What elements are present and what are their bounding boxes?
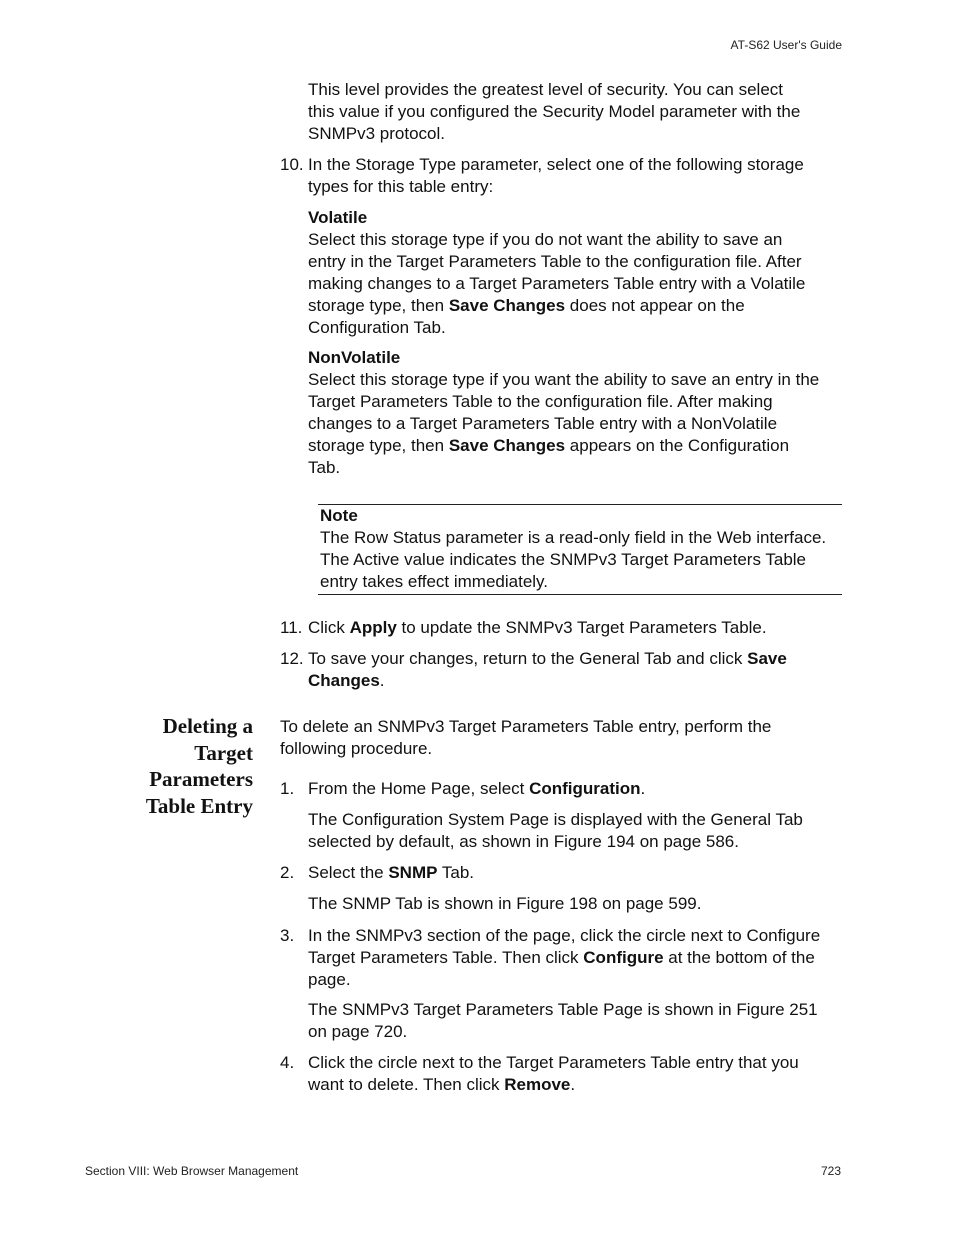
volatile-desc-a: Select this storage type if you do not want the ability to save an entry in the Target Parameters Table to the configuration file. After making changes to a Target Parameters Table entry with a Volatile storage type, then xyxy=(308,230,806,315)
del-step-1-number: 1. xyxy=(280,779,295,798)
step-12-b: . xyxy=(379,671,385,690)
intro-paragraph: This level provides the greatest level of security. You can select this value if you configured the Security Model parameter with the SNMPv3 protocol. xyxy=(308,80,801,143)
del-step-1-result: The Configuration System Page is displayed with the General Tab selected by default, as shown in Figure 194 on page 586. xyxy=(308,810,803,851)
section-heading-line-2: Target xyxy=(194,740,253,765)
nonvolatile-desc-a: Select this storage type if you want the ability to save an entry in the Target Parameters Table to the configuration file. After making changes to a Target Parameters Table entry with a NonVolatile storage type, then xyxy=(308,370,820,455)
nonvolatile-desc-b: appears on the Configuration Tab. xyxy=(308,436,790,477)
del-step-3-text xyxy=(308,925,838,991)
step-11-number: 11. xyxy=(280,618,303,637)
del-step-2-b: Tab. xyxy=(437,863,475,882)
step-11-b: to update the SNMPv3 Target Parameters Table. xyxy=(396,618,767,637)
del-step-2-number: 2. xyxy=(280,863,295,882)
del-step-4-number: 4. xyxy=(280,1053,295,1072)
del-step-2-bold: SNMP xyxy=(388,863,438,882)
del-step-4-b: . xyxy=(570,1075,576,1094)
nonvolatile-save-changes: Save Changes xyxy=(448,436,566,455)
del-step-3-number: 3. xyxy=(280,926,295,945)
del-step-1-a: From the Home Page, select xyxy=(308,779,530,798)
nonvolatile-title: NonVolatile xyxy=(308,348,401,367)
footer-page-number: 723 xyxy=(820,1164,841,1178)
section-heading xyxy=(73,713,253,819)
del-step-3-result: The SNMPv3 Target Parameters Table Page is shown in Figure 251 on page 720. xyxy=(308,1000,818,1041)
section-heading-line-3: Parameters xyxy=(149,767,253,791)
note-text: The Row Status parameter is a read-only field in the Web interface. The Active value indicates the SNMPv3 Target Parameters Table entry takes effect immediately. xyxy=(320,528,827,591)
del-step-4-a: Click the circle next to the Target Parameters Table entry that you want to delete. Then click xyxy=(308,1053,799,1094)
volatile-option xyxy=(308,207,823,339)
del-step-3-bold: Configure xyxy=(583,948,664,967)
note-box xyxy=(320,505,842,593)
del-step-2-text xyxy=(308,862,838,884)
note-bottom-rule xyxy=(318,594,842,595)
volatile-title: Volatile xyxy=(308,208,368,227)
del-step-2-a: Select the xyxy=(308,863,389,882)
del-step-4-text xyxy=(308,1052,828,1096)
step-10-text: In the Storage Type parameter, select one of the following storage types for this table entry: xyxy=(308,155,804,196)
step-11-a: Click xyxy=(308,618,350,637)
volatile-save-changes: Save Changes xyxy=(448,296,566,315)
section-intro: To delete an SNMPv3 Target Parameters Table entry, perform the following procedure. xyxy=(280,717,772,758)
del-step-1-bold: Configuration xyxy=(529,779,641,798)
nonvolatile-option xyxy=(308,347,823,479)
del-step-2-result: The SNMP Tab is shown in Figure 198 on page 599. xyxy=(308,894,702,913)
step-12-a: To save your changes, return to the General Tab and click xyxy=(308,649,748,668)
del-step-4-bold: Remove xyxy=(504,1075,571,1094)
step-12-text xyxy=(308,648,808,692)
del-step-3-b: at the bottom of the page. xyxy=(308,948,815,989)
step-10-number: 10. xyxy=(280,155,304,174)
step-12-number: 12. xyxy=(280,649,304,668)
footer-section: Section VIII: Web Browser Management xyxy=(85,1164,299,1178)
del-step-1-b: . xyxy=(640,779,646,798)
note-title: Note xyxy=(320,506,358,525)
volatile-desc-b: does not appear on the Configuration Tab. xyxy=(308,296,745,337)
del-step-3-a: In the SNMPv3 section of the page, click the circle next to Configure Target Parameters Table. Then click xyxy=(308,926,821,967)
running-header: AT-S62 User's Guide xyxy=(730,38,842,52)
step-11-text xyxy=(308,617,838,639)
section-heading-line-1: Deleting a xyxy=(162,714,253,738)
step-12-bold: Save Changes xyxy=(308,649,787,690)
section-heading-line-4: Table Entry xyxy=(145,793,253,818)
del-step-1-text xyxy=(308,778,838,800)
step-11-bold: Apply xyxy=(349,618,397,637)
